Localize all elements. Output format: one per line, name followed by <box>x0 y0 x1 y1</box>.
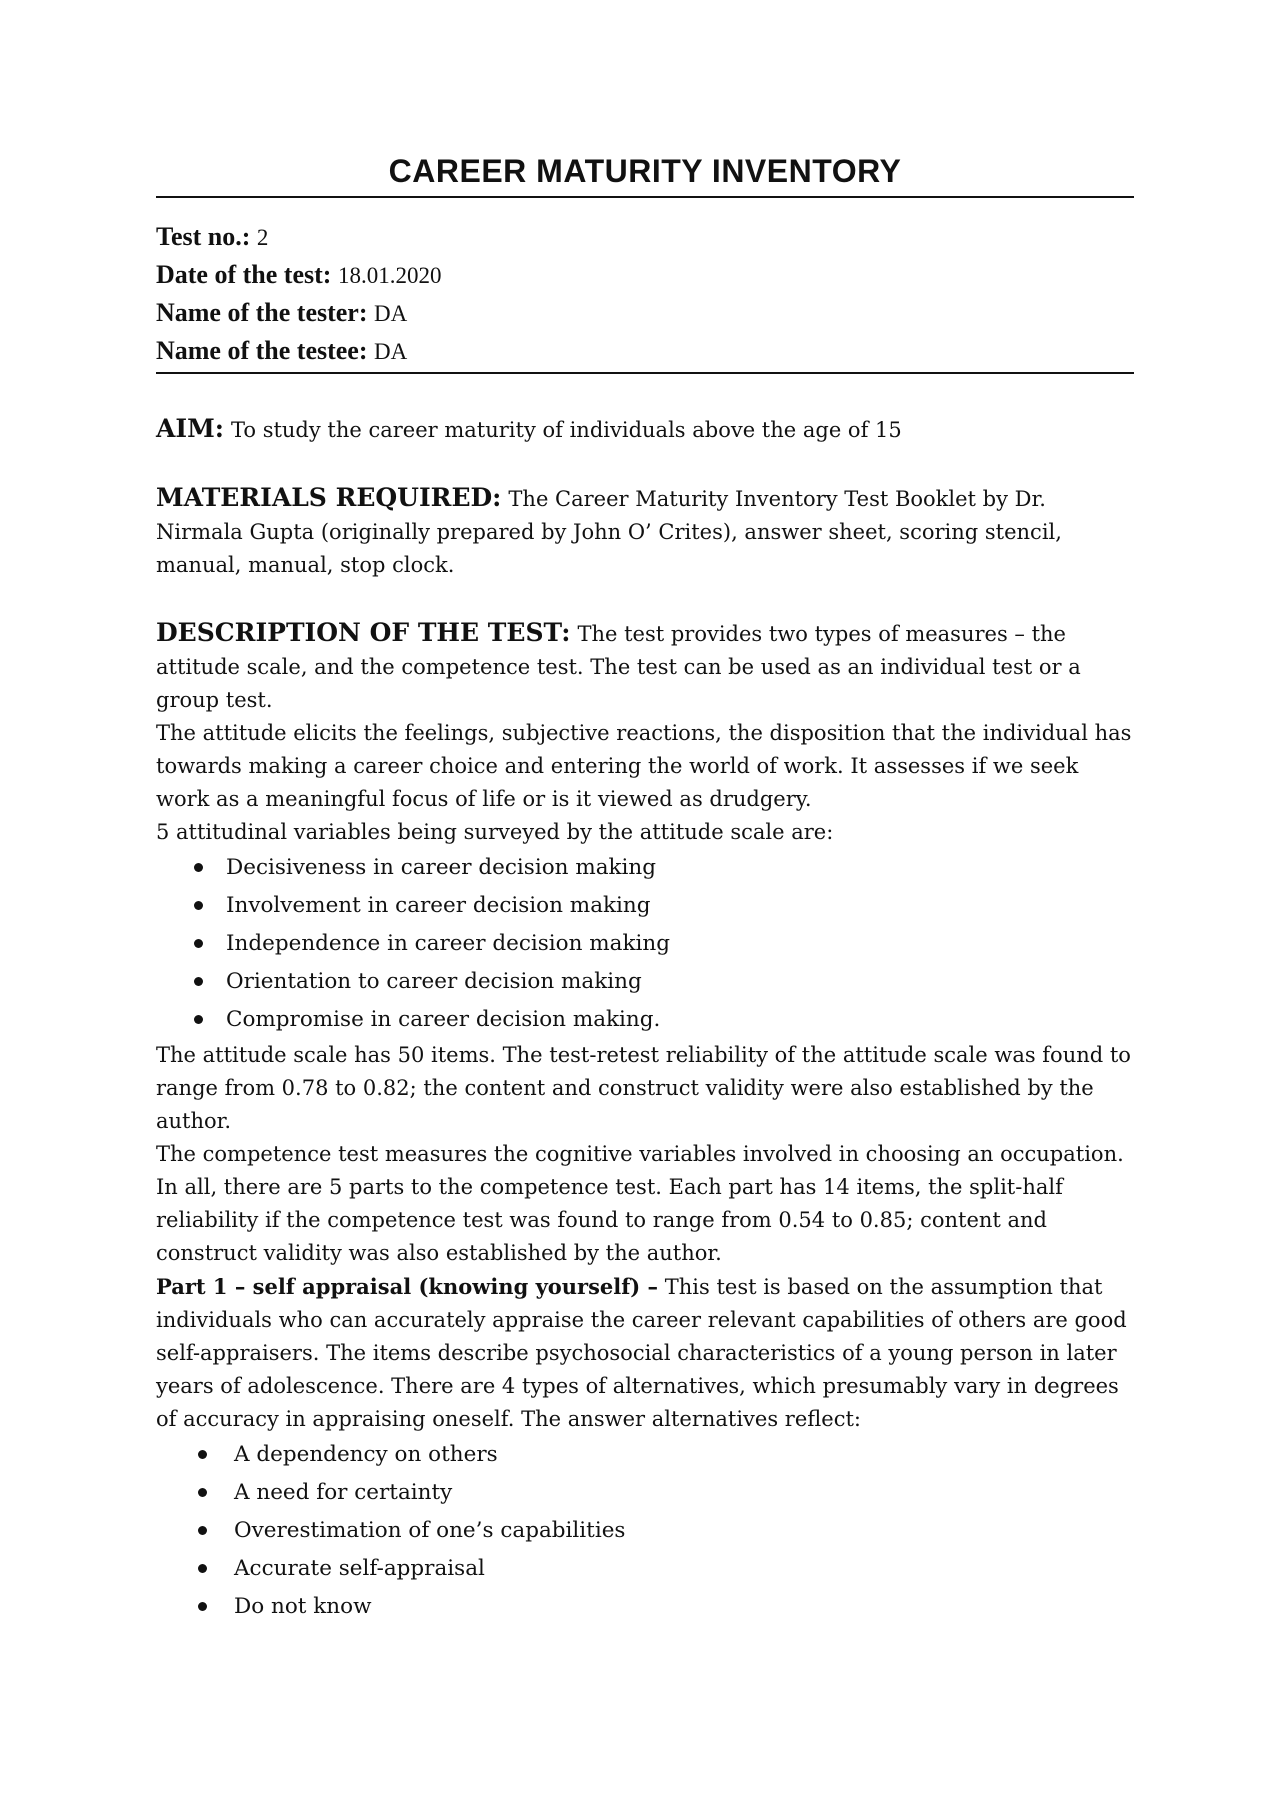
description-intro-rest: attitude scale, and the competence test. The test can be used as an individual test or a group test. <box>156 655 1081 712</box>
list-item: Involvement in career decision making <box>156 887 1134 925</box>
description-section <box>156 616 1134 1626</box>
bullet-icon <box>194 939 203 948</box>
bullet-icon <box>198 1450 207 1459</box>
test-no-value: 2 <box>256 225 269 250</box>
tester-row <box>156 294 1134 332</box>
test-meta-block <box>156 198 1134 374</box>
aim-text: To study the career maturity of individuals above the age of 15 <box>231 418 902 442</box>
description-intro-first: The test provides two types of measures – the <box>577 622 1066 646</box>
document-page <box>156 150 1134 1626</box>
list-item: A dependency on others <box>156 1436 1134 1474</box>
aim-section <box>156 412 1134 447</box>
tester-value: DA <box>374 301 408 326</box>
aim-label: AIM: <box>156 414 224 443</box>
part1-paragraph <box>156 1270 1134 1436</box>
bullet-icon <box>194 901 203 910</box>
description-label: DESCRIPTION OF THE TEST: <box>156 618 571 647</box>
variables-intro: 5 attitudinal variables being surveyed by the attitude scale are: <box>156 820 834 844</box>
bullet-icon <box>194 1015 203 1024</box>
list-item: Independence in career decision making <box>156 925 1134 963</box>
list-item: Compromise in career decision making. <box>156 1001 1134 1039</box>
materials-text-rest: Nirmala Gupta (originally prepared by John O’ Crites), answer sheet, scoring stencil, manual, manual, stop clock. <box>156 520 1062 577</box>
bullet-icon <box>198 1526 207 1535</box>
list-item: A need for certainty <box>156 1474 1134 1512</box>
part1-text: This test is based on the assumption that individuals who can accurately appraise the career relevant capabilities of others are good self-appraisers. The items describe psychosocial characteristics of a young person in later years of adolescence. There are 4 types of alternatives, which presumably vary in degrees of accuracy in appraising oneself. The answer alternatives reflect: <box>156 1275 1127 1431</box>
test-date-row <box>156 256 1134 294</box>
materials-text-first: The Career Maturity Inventory Test Booklet by Dr. <box>508 487 1046 511</box>
list-item: Orientation to career decision making <box>156 963 1134 1001</box>
attitudinal-variables-list <box>156 849 1134 1039</box>
test-no-row <box>156 218 1134 256</box>
test-date-label: Date of the test: <box>156 260 332 289</box>
tester-label: Name of the tester: <box>156 298 368 327</box>
materials-section <box>156 481 1134 582</box>
attitude-paragraph: The attitude elicits the feelings, subjective reactions, the disposition that the individual has towards making a career choice and entering the world of work. It assesses if we seek work as a meaningful focus of life or is it viewed as drudgery. <box>156 721 1132 811</box>
list-item: Accurate self-appraisal <box>156 1550 1134 1588</box>
competence-paragraph: The competence test measures the cognitive variables involved in choosing an occupation. In all, there are 5 parts to the competence test. Each part has 14 items, the split-half reliability if the competence test was found to range from 0.54 to 0.85; content and construct validity was also established by the author. <box>156 1142 1124 1265</box>
list-item: Decisiveness in career decision making <box>156 849 1134 887</box>
part1-label: Part 1 – self appraisal (knowing yourself) – <box>156 1274 659 1299</box>
testee-row <box>156 332 1134 370</box>
list-item: Do not know <box>156 1588 1134 1626</box>
testee-label: Name of the testee: <box>156 336 368 365</box>
test-date-value: 18.01.2020 <box>337 263 442 288</box>
materials-label: MATERIALS REQUIRED: <box>156 483 502 512</box>
list-item: Overestimation of one’s capabilities <box>156 1512 1134 1550</box>
bullet-icon <box>194 977 203 986</box>
answer-alternatives-list <box>156 1436 1134 1626</box>
bullet-icon <box>198 1564 207 1573</box>
attitude-scale-paragraph: The attitude scale has 50 items. The test-retest reliability of the attitude scale was found to range from 0.78 to 0.82; the content and construct validity were also established by the author. <box>156 1043 1131 1133</box>
bullet-icon <box>198 1602 207 1611</box>
bullet-icon <box>198 1488 207 1497</box>
test-no-label: Test no.: <box>156 222 251 251</box>
testee-value: DA <box>374 339 408 364</box>
document-title: CAREER MATURITY INVENTORY <box>156 150 1134 198</box>
bullet-icon <box>194 863 203 872</box>
